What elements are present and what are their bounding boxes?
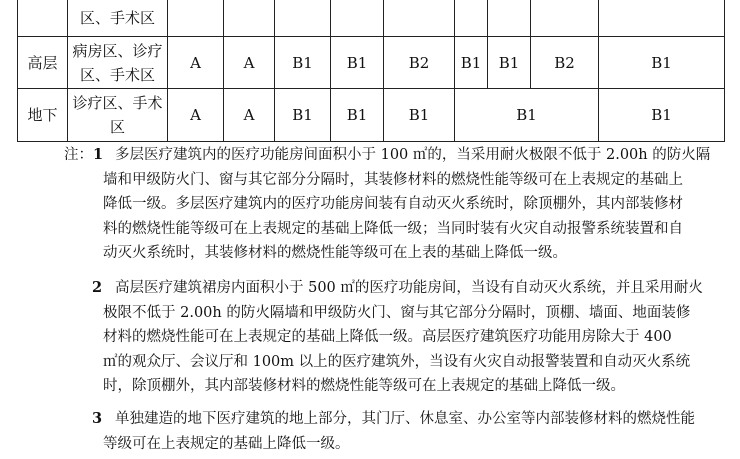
table-cell: A <box>224 37 275 89</box>
table-cell <box>531 0 599 37</box>
floor-cell: 地下 <box>18 89 68 142</box>
table-cell <box>331 0 384 37</box>
table-cell: A <box>168 89 224 142</box>
floor-cell <box>18 0 68 37</box>
table-cell: B1 <box>488 37 531 89</box>
table-cell <box>455 0 488 37</box>
note-line: ㎡的观众厅、会议厅和 100m 以上的医疗建筑外，当设有火灾自动报警装置和自动灭火系统 <box>103 353 691 370</box>
note-line: 极限不低于 2.00h 的防火隔墙和甲级防火门、窗与其它部分分隔时，顶棚、墙面、地面装修 <box>103 304 691 321</box>
table-cell <box>599 0 725 37</box>
note-item <box>103 143 723 266</box>
table-cell: A <box>168 37 224 89</box>
table-cell: B1 <box>599 37 725 89</box>
table-row <box>18 89 725 142</box>
table-cell <box>168 0 224 37</box>
note-lead <box>64 143 104 168</box>
area-line: 区、手术区 <box>79 65 155 84</box>
area-line: 区、手术区 <box>79 9 155 27</box>
table-cell <box>275 0 331 37</box>
table-cell: A <box>224 89 275 142</box>
table-cell <box>384 0 455 37</box>
table-cell: B1 <box>275 37 331 89</box>
note-line: 时，除顶棚外，其内部装修材料的燃烧性能等级可在上表规定的基础上降低一级。 <box>103 378 625 394</box>
area-line: 区 <box>109 118 125 136</box>
note-line: 高层医疗建筑裙房内面积小于 500 ㎡的医疗功能房间，当设有自动灭火系统，并且采用耐火 <box>115 280 703 296</box>
table-cell: B2 <box>531 37 599 89</box>
note-line: 材料的燃烧性能可在上表规定的基础上降低一级。高层医疗建筑医疗功能用房除大于 400 <box>103 329 672 345</box>
fire-rating-table <box>17 0 725 142</box>
table-row <box>18 0 725 37</box>
area-cell <box>68 0 168 37</box>
area-line: 诊疗区、手术 <box>72 94 163 112</box>
table-cell: B1 <box>384 89 455 142</box>
table-cell: B1 <box>455 37 488 89</box>
note-line: 降低一级。多层医疗建筑内的医疗功能房间装有自动灭火系统时，除顶棚外，其内部装修材 <box>103 196 683 212</box>
area-line: 病房区、诊疗 <box>72 41 163 60</box>
table-cell: B1 <box>599 89 725 142</box>
table-cell <box>224 0 275 37</box>
table-cell: B1 <box>275 89 331 142</box>
note-line: 料的燃烧性能等级可在上表规定的基础上降低一级；当同时装有火灾自动报警系统装置和自 <box>103 220 683 237</box>
note-item <box>103 407 723 456</box>
floor-cell: 高层 <box>18 37 68 89</box>
table-cell: B1 <box>331 37 384 89</box>
table-cell: B2 <box>384 37 455 89</box>
note-line: 等级可在上表规定的基础上降低一级。 <box>103 435 350 452</box>
area-cell <box>68 89 168 142</box>
note-line: 动灭火系统时，其装修材料的燃烧性能等级可在上表的基础上降低一级。 <box>103 245 567 261</box>
note-number: 3 <box>92 410 103 427</box>
area-cell <box>68 37 168 89</box>
note-line: 多层医疗建筑内的医疗功能房间面积小于 100 ㎡的，当采用耐火极限不低于 2.00h 的防火隔 <box>115 147 711 163</box>
table-cell <box>488 0 531 37</box>
note-item <box>103 276 723 399</box>
notes-label: 注： <box>64 147 93 163</box>
note-line: 单独建造的地下医疗建筑的地上部分，其门厅、休息室、办公室等内部装修材料的燃烧性能 <box>115 411 695 427</box>
note-number: 1 <box>93 146 104 163</box>
note-line: 墙和甲级防火门、窗与其它部分分隔时，其装修材料的燃烧性能等级可在上表规定的基础上 <box>103 171 683 188</box>
note-number: 2 <box>92 279 103 296</box>
table-cell-merged: B1 <box>455 89 599 142</box>
table-row <box>18 37 725 89</box>
table-cell: B1 <box>331 89 384 142</box>
